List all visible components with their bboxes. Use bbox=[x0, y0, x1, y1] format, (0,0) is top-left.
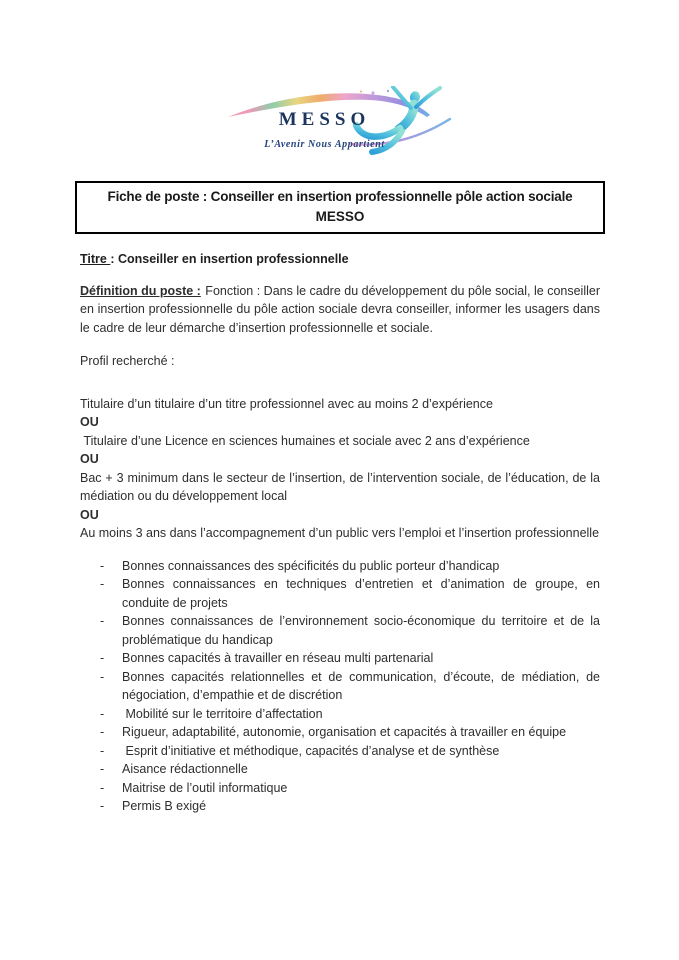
qualification-line: Au moins 3 ans dans l’accompagnement d’un public vers l’emploi et l’insertion professionnelle bbox=[80, 526, 600, 540]
title-line-1: Fiche de poste : Conseiller en insertion professionnelle pôle action sociale bbox=[107, 189, 573, 204]
qualification-line: OU bbox=[80, 452, 99, 466]
skill-item bbox=[80, 668, 604, 705]
bullet-dash: - bbox=[100, 706, 105, 721]
bullet-dash: - bbox=[100, 762, 105, 776]
skills-list bbox=[80, 557, 604, 816]
profil-heading: Profil recherché : bbox=[80, 354, 175, 368]
document-body bbox=[80, 250, 604, 816]
skill-text: Bonnes connaissances en techniques d’entretien et d’animation de groupe, en conduite de projets bbox=[122, 577, 604, 610]
qualifications-list bbox=[80, 395, 604, 543]
title-box bbox=[75, 181, 605, 234]
skill-item bbox=[80, 760, 600, 779]
definition-paragraph bbox=[80, 282, 600, 338]
logo-brand-text: MESSO bbox=[278, 109, 371, 130]
bullet-dash: - bbox=[100, 577, 105, 591]
definition-text: Fonction : Dans le cadre du développement du pôle social, le conseiller en insertion professionnelle du pôle action sociale devra conseiller, informer les usagers dans le cadre de leur démarche d’insertion professionnelle et sociale. bbox=[80, 283, 600, 335]
skill-item bbox=[80, 723, 600, 742]
bullet-dash: - bbox=[100, 799, 105, 813]
bullet-dash: - bbox=[100, 743, 105, 758]
title-line-2: MESSO bbox=[315, 209, 365, 224]
titre-value: : Conseiller en insertion professionnelle bbox=[110, 252, 349, 266]
qualification-line: Titulaire d’un titulaire d’un titre professionnel avec au moins 2 d’expérience bbox=[80, 396, 493, 411]
skill-text: Esprit d’initiative et méthodique, capacités d’analyse et de synthèse bbox=[122, 743, 500, 758]
definition-label: Définition du poste : bbox=[80, 283, 201, 298]
skill-text: Rigueur, adaptabilité, autonomie, organisation et capacités à travailler en équipe bbox=[122, 725, 567, 739]
skill-text: Bonnes capacités à travailler en réseau multi partenarial bbox=[122, 651, 434, 665]
titre-line bbox=[80, 250, 600, 269]
skill-item bbox=[80, 797, 600, 816]
titre-label: Titre bbox=[80, 252, 111, 266]
skill-text: Bonnes connaissances des spécificités du public porteur d’handicap bbox=[122, 558, 500, 573]
skill-item bbox=[80, 612, 604, 649]
bullet-dash: - bbox=[100, 725, 105, 739]
skill-item bbox=[80, 649, 600, 668]
bullet-dash: - bbox=[100, 558, 105, 573]
qualification-line: Bac + 3 minimum dans le secteur de l’insertion, de l’intervention sociale, de l’éducation, de la médiation ou du développement local bbox=[80, 470, 604, 503]
qualification-line: Titulaire d’une Licence en sciences humaines et sociale avec 2 ans d’expérience bbox=[80, 433, 530, 448]
skill-text: Bonnes connaissances de l’environnement socio-économique du territoire et de la problématique du handicap bbox=[122, 614, 604, 647]
qualification-line: OU bbox=[80, 507, 99, 522]
qualification-line: OU bbox=[80, 415, 99, 429]
messo-logo bbox=[222, 86, 457, 160]
skill-item bbox=[80, 742, 600, 761]
skill-item bbox=[80, 557, 600, 576]
skill-item bbox=[80, 779, 600, 798]
logo-tagline: L’Avenir Nous Appartient bbox=[264, 139, 385, 150]
bullet-dash: - bbox=[100, 669, 105, 684]
bullet-dash: - bbox=[100, 651, 105, 665]
skill-text: Bonnes capacités relationnelles et de communication, d’écoute, de médiation, de négociation, d’empathie et de discrétion bbox=[122, 669, 604, 702]
skill-text: Maitrise de l’outil informatique bbox=[122, 780, 288, 795]
skill-text: Permis B exigé bbox=[122, 799, 207, 813]
skill-item bbox=[80, 575, 604, 612]
bullet-dash: - bbox=[100, 614, 105, 628]
skill-text: Mobilité sur le territoire d’affectation bbox=[122, 706, 323, 721]
bullet-dash: - bbox=[100, 780, 105, 795]
skill-text: Aisance rédactionnelle bbox=[122, 762, 248, 776]
skill-item bbox=[80, 705, 600, 724]
